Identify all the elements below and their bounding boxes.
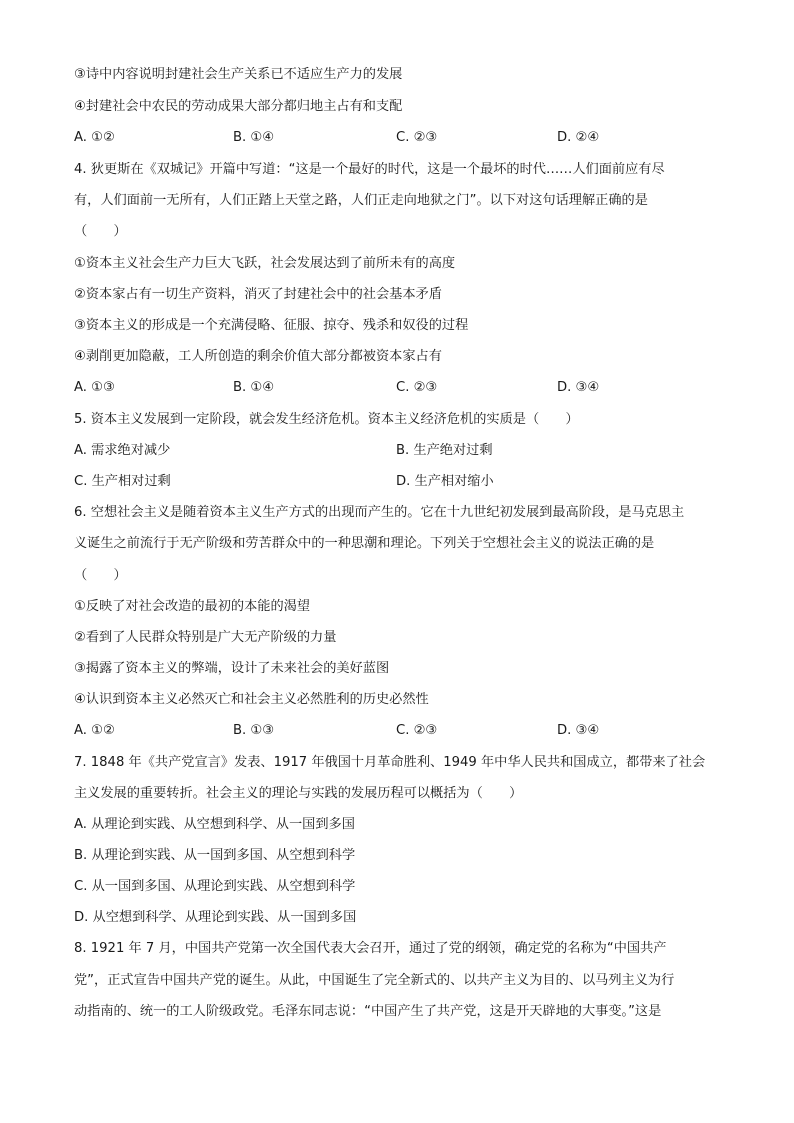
- q7-option-b: B. 从理论到实践、从一国到多国、从空想到科学: [74, 848, 356, 863]
- q5-option-b: B. 生产绝对过剩: [396, 443, 493, 458]
- q4-statement-4: ④剥削更加隐蔽，工人所创造的剩余价值大部分都被资本家占有: [74, 349, 442, 364]
- q7-stem-line-1: 7. 1848 年《共产党宣言》发表、1917 年俄国十月革命胜利、1949 年中华人民共和国成立，都带来了社会: [74, 755, 706, 770]
- q3-option-b: B. ①④: [233, 130, 275, 145]
- q6-stem-line-1: 6. 空想社会主义是随着资本主义生产方式的出现而产生的。它在十九世纪初发展到最高阶段，是马克思主: [74, 505, 685, 520]
- q3-option-c: C. ②③: [396, 130, 438, 145]
- q6-option-b: B. ①③: [233, 723, 275, 738]
- q6-statement-4: ④认识到资本主义必然灭亡和社会主义必然胜利的历史必然性: [74, 692, 429, 707]
- q4-option-d: D. ③④: [557, 380, 600, 395]
- q8-stem-line-2: 党”，正式宣告中国共产党的诞生。从此，中国诞生了完全新式的、以共产主义为目的、以马列主义为行: [74, 973, 675, 988]
- q7-stem-line-2: 主义发展的重要转折。社会主义的理论与实践的发展历程可以概括为（ ）: [74, 786, 523, 801]
- q5-option-c: C. 生产相对过剩: [74, 474, 171, 489]
- q6-statement-3: ③揭露了资本主义的弊端，设计了未来社会的美好蓝图: [74, 661, 390, 676]
- q3-statement-4: ④封建社会中农民的劳动成果大部分都归地主占有和支配: [74, 99, 403, 114]
- q8-stem-line-3: 动指南的、统一的工人阶级政党。毛泽东同志说：“中国产生了共产党，这是开天辟地的大事变。”这是: [74, 1004, 662, 1019]
- q6-option-d: D. ③④: [557, 723, 600, 738]
- q8-stem-line-1: 8. 1921 年 7 月，中国共产党第一次全国代表大会召开，通过了党的纲领，确定党的名称为“中国共产: [74, 941, 667, 956]
- q7-option-d: D. 从空想到科学、从理论到实践、从一国到多国: [74, 910, 357, 925]
- q6-option-a: A. ①②: [74, 723, 115, 738]
- q7-option-a: A. 从理论到实践、从空想到科学、从一国到多国: [74, 817, 355, 832]
- q3-statement-3: ③诗中内容说明封建社会生产关系已不适应生产力的发展: [74, 67, 403, 82]
- q4-statement-3: ③资本主义的形成是一个充满侵略、征服、掠夺、残杀和奴役的过程: [74, 318, 469, 333]
- q5-option-a: A. 需求绝对减少: [74, 443, 171, 458]
- q5-option-d: D. 生产相对缩小: [396, 474, 494, 489]
- q4-stem-line-2: 有，人们面前一无所有，人们正踏上天堂之路，人们正走向地狱之门”。以下对这句话理解正确的是: [74, 193, 648, 208]
- q4-option-c: C. ②③: [396, 380, 438, 395]
- q6-answer-blank: （ ）: [74, 568, 127, 583]
- q6-stem-line-2: 义诞生之前流行于无产阶级和劳苦群众中的一种思潮和理论。下列关于空想社会主义的说法正确的是: [74, 536, 655, 551]
- q4-statement-1: ①资本主义社会生产力巨大飞跃，社会发展达到了前所未有的高度: [74, 256, 456, 271]
- q4-statement-2: ②资本家占有一切生产资料，消灭了封建社会中的社会基本矛盾: [74, 287, 442, 302]
- q6-statement-2: ②看到了人民群众特别是广大无产阶级的力量: [74, 630, 337, 645]
- q6-statement-1: ①反映了对社会改造的最初的本能的渴望: [74, 599, 311, 614]
- q3-option-d: D. ②④: [557, 130, 600, 145]
- q4-answer-blank: （ ）: [74, 224, 127, 239]
- q7-option-c: C. 从一国到多国、从理论到实践、从空想到科学: [74, 879, 356, 894]
- q4-option-a: A. ①③: [74, 380, 115, 395]
- q4-option-b: B. ①④: [233, 380, 275, 395]
- q6-option-c: C. ②③: [396, 723, 438, 738]
- q4-stem-line-1: 4. 狄更斯在《双城记》开篇中写道：“这是一个最好的时代，这是一个最坏的时代……人们面前应有尽: [74, 162, 665, 177]
- q5-stem: 5. 资本主义发展到一定阶段，就会发生经济危机。资本主义经济危机的实质是（ ）: [74, 412, 579, 427]
- q3-option-a: A. ①②: [74, 130, 115, 145]
